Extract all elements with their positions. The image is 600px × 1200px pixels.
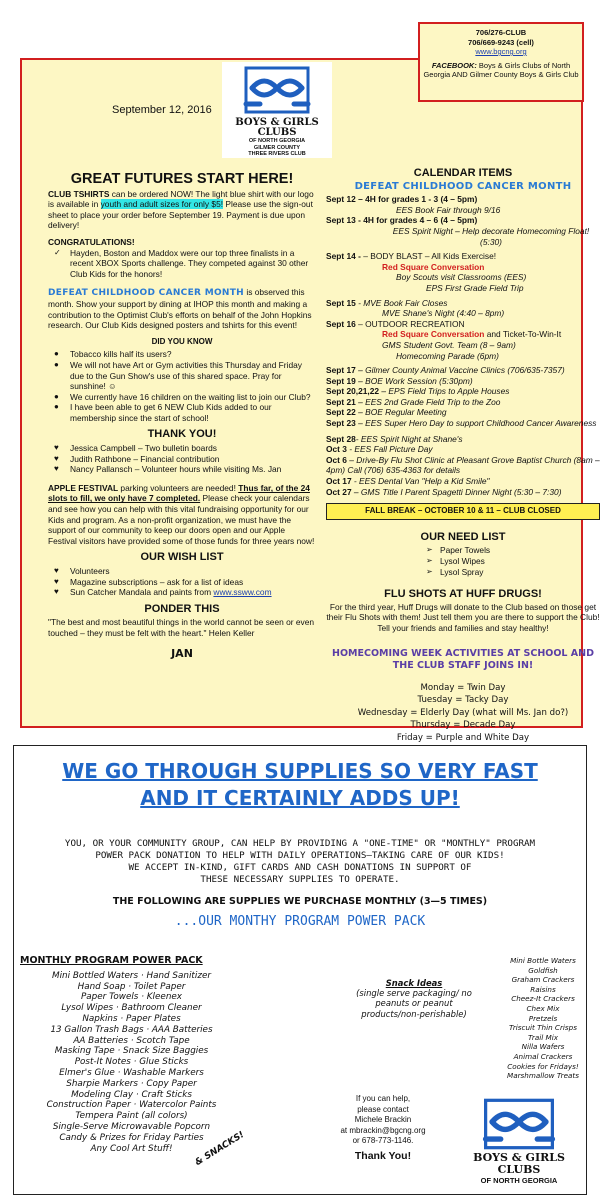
tshirts-paragraph xyxy=(48,189,316,231)
power-pack-list xyxy=(14,956,249,1154)
pack-row: Elmer's Glue · Washable Markers xyxy=(59,1067,204,1078)
need-list-title: OUR NEED LIST xyxy=(420,530,506,543)
heart-icon: ♥ xyxy=(54,464,59,474)
dccm-text: is observed this month. Show your support by dining at IHOP this month and making a contribution to the Optimist Club's efforts on behalf of the John Hopkins research. Our Club Kids designed posters and tshirts for this event! xyxy=(48,287,312,331)
wish-item-text: Magazine subscriptions – ask for a list of ideas xyxy=(70,576,244,587)
pack-row: Mini Bottled Waters · Hand Sanitizer xyxy=(52,970,211,981)
left-column xyxy=(48,171,316,660)
list-item xyxy=(48,566,316,577)
boys-girls-clubs-logo-icon xyxy=(242,64,312,116)
arrow-bullet-icon: ➢ xyxy=(426,556,433,565)
thank-you-title: THANK YOU! xyxy=(147,428,217,441)
list-item xyxy=(48,443,316,454)
supplies-flyer xyxy=(13,745,587,1195)
congrats-title: CONGRATULATIONS! xyxy=(48,236,135,247)
wish-title: OUR WISH LIST xyxy=(140,551,224,564)
calendar-item xyxy=(326,418,600,429)
cal-date: Oct 3 xyxy=(326,444,347,455)
wish-list xyxy=(48,566,316,598)
cal-date: Oct 6 xyxy=(326,454,347,465)
flyer-headline xyxy=(14,758,586,812)
snack-item: Marshmallow Treats xyxy=(507,1071,579,1081)
cal-text: – EES 2nd Grade Field Trip to the Zoo xyxy=(355,396,501,407)
heart-icon: ♥ xyxy=(54,587,59,597)
logo-sub3: THREE RIVERS CLUB xyxy=(248,151,306,157)
cal-text: - EES Dental Van "Help a Kid Smile" xyxy=(351,476,490,487)
heart-icon: ♥ xyxy=(54,576,59,586)
congrats-list xyxy=(48,248,316,280)
arrow-bullet-icon: ➢ xyxy=(426,545,433,555)
tshirts-lead: CLUB TSHIRTS xyxy=(48,188,110,199)
flyer-power-pack: ...OUR MONTHY PROGRAM POWER PACK xyxy=(174,914,426,929)
list-item xyxy=(48,349,316,360)
list-item xyxy=(426,567,600,578)
apple-underlined: Thus far, of the 24 slots to fill, we only have 7 completed. xyxy=(48,482,310,504)
list-item xyxy=(426,556,600,567)
cal-subitem: Homecoming Parade (6pm) xyxy=(396,350,499,361)
dyk-item-text: We currently have 16 children on the waiting list to join our Club? xyxy=(70,391,311,402)
list-item xyxy=(48,392,316,403)
cal-text: – BODY BLAST – All Kids Exercise! xyxy=(360,251,497,262)
pack-row: AA Batteries · Scotch Tape xyxy=(73,1035,190,1046)
cal-subitem: MVE Shane's Night (4:40 – 8pm) xyxy=(382,308,505,319)
cal-date: Sept 22 xyxy=(326,407,356,418)
thank-you-list xyxy=(48,443,316,475)
cal-subitem: EES Book Fair through 9/16 xyxy=(396,204,501,215)
intro-line: POWER PACK DONATION TO HELP WITH DAILY OPERATIONS—TAKING CARE OF OUR KIDS! xyxy=(95,850,505,861)
bullet-icon: ● xyxy=(54,402,59,412)
snack-item: Cookies for Fridays! xyxy=(507,1061,579,1071)
help-thanks: Thank You! xyxy=(354,1149,412,1162)
cal-red-item: Red Square Conversation xyxy=(382,261,485,272)
cal-text: – BOE Regular Meeting xyxy=(355,407,447,418)
apple-lead: APPLE FESTIVAL xyxy=(48,482,119,493)
cal-red-row xyxy=(326,329,600,340)
heart-icon: ♥ xyxy=(54,566,59,575)
calendar-item xyxy=(326,365,600,376)
snack-item: Goldfish xyxy=(528,965,558,975)
help-line: Michele Brackin xyxy=(354,1115,412,1125)
logo-org-name: BOYS & GIRLS CLUBS xyxy=(235,117,319,138)
phone-2: 706/669-9243 (cell) xyxy=(468,37,534,47)
cal-subitem: EPS First Grade Field Trip xyxy=(426,282,524,293)
flyer-headline-line2: AND IT CERTAINLY ADDS UP! xyxy=(140,786,460,810)
cal-text: – GMS Title I Parent Spagetti Dinner Night (5:30 – 7:30) xyxy=(351,486,562,497)
list-item xyxy=(48,587,316,598)
cal-date: Sept 12 xyxy=(326,194,356,205)
list-item xyxy=(48,402,316,423)
calendar-subtitle: DEFEAT CHILDHOOD CANCER MONTH xyxy=(354,180,572,192)
cal-date: Sept 14 - xyxy=(326,251,361,262)
list-item xyxy=(48,464,316,475)
snack-ideas xyxy=(354,978,474,1019)
tshirts-highlight: youth and adult sizes for only $5! xyxy=(100,199,224,210)
cal-subitem: Boy Scouts visit Classrooms (EES) xyxy=(396,272,527,283)
club-logo xyxy=(222,62,332,158)
cal-text: – 4H for grades 1 - 3 (4 – 5pm) xyxy=(355,194,478,205)
arrow-bullet-icon: ➢ xyxy=(426,566,433,576)
homecoming-day: Thursday = Decade Day xyxy=(410,720,516,731)
pack-row: Sharpie Markers · Copy Paper xyxy=(66,1078,197,1089)
pack-row: Construction Paper · Watercolor Paints xyxy=(46,1100,217,1111)
snack-item: Graham Crackers xyxy=(511,975,575,985)
logo-sub1: OF NORTH GEORGIA xyxy=(248,138,306,144)
right-column xyxy=(326,168,600,744)
boys-girls-clubs-logo-icon xyxy=(481,1096,557,1152)
ponder-quote: "The best and most beautiful things in the world cannot be seen or even touched – they must be felt with the heart." Helen Keller xyxy=(48,617,315,638)
calendar-item xyxy=(326,386,600,397)
calendar-item xyxy=(326,455,600,476)
heart-icon: ♥ xyxy=(54,453,59,463)
ssww-link[interactable]: www.ssww.com xyxy=(213,587,272,598)
thanks-item-text: Nancy Pallansch – Volunteer hours while visiting Ms. Jan xyxy=(70,464,282,475)
facebook-label: FACEBOOK: xyxy=(431,60,477,70)
list-item xyxy=(48,360,316,392)
cal-text: – EPS Field Trips to Apple Houses xyxy=(379,386,510,397)
calendar-item xyxy=(326,194,600,205)
check-icon: ✓ xyxy=(54,247,61,257)
fall-break-banner: FALL BREAK – OCTOBER 10 & 11 – CLUB CLOSED xyxy=(326,503,600,520)
cal-text: – BOE Work Session (5:30pm) xyxy=(355,375,473,386)
cal-date: Sept 28 xyxy=(326,433,356,444)
snack-item: Trail Mix xyxy=(528,1032,558,1042)
flyer-logo xyxy=(454,1096,584,1185)
list-item xyxy=(48,454,316,465)
need-item-text: Lysol Wipes xyxy=(440,556,485,566)
calendar-item xyxy=(326,407,600,418)
flu-text: For the third year, Huff Drugs will donate to the Club based on those get their Flu Shots with them! Just tell them you are there to support the Club! Tell your friends and families and stay healthy! xyxy=(326,601,600,633)
snack-item: Chex Mix xyxy=(526,1003,560,1013)
congrats-text: Hayden, Boston and Maddox were our top three finalists in a recent XBOX Sports challenge. They competed against 30 other Club Kids for the honors! xyxy=(70,247,309,279)
list-item xyxy=(48,577,316,588)
calendar-item xyxy=(326,251,600,262)
heart-icon: ♥ xyxy=(54,443,59,453)
dyk-item-text: Tobacco kills half its users? xyxy=(70,349,172,360)
congrats-item xyxy=(48,248,316,280)
cal-date: Sept 23 xyxy=(326,418,356,429)
dccm-title: DEFEAT CHILDHOOD CANCER MONTH xyxy=(48,288,245,299)
cal-date: Oct 17 xyxy=(326,476,352,487)
calendar-item xyxy=(326,476,600,487)
homecoming-day: Monday = Twin Day xyxy=(420,682,506,693)
snack-item: Cheez-It Crackers xyxy=(511,994,575,1004)
cal-text: - EES Fall Picture Day xyxy=(346,444,433,455)
pack-row: Modeling Clay · Craft Sticks xyxy=(71,1089,192,1100)
calendar-item xyxy=(326,397,600,408)
homecoming-day: Tuesday = Tacky Day xyxy=(417,695,509,706)
pack-row: Masking Tape · Snack Size Baggies xyxy=(54,1046,209,1057)
snack-item: Raisins xyxy=(530,984,556,994)
wish-item-text: Sun Catcher Mandala and paints from xyxy=(70,587,214,598)
apple-text1: parking volunteers are needed! xyxy=(118,482,239,493)
cal-text: – Gilmer County Animal Vaccine Clinics (706/635-7357) xyxy=(355,365,565,376)
dyk-item-text: We will not have Art or Gym activities this Thursday and Friday due to the Gun Show's use of this shared space. Pray for sunshine! ☺ xyxy=(70,359,302,392)
cal-date: Sept 16 xyxy=(326,318,356,329)
homecoming-day: Wednesday = Elderly Day (what will Ms. Jan do?) xyxy=(357,707,569,718)
newsletter-panel xyxy=(20,58,600,743)
headline: GREAT FUTURES START HERE! xyxy=(70,171,294,187)
cal-date: Sept 13 - xyxy=(326,215,361,226)
tshirts-text1: can be ordered NOW! The light blue shirt with our logo is available in xyxy=(48,188,314,210)
calendar-item xyxy=(326,298,600,309)
snack-ideas-text: (single serve packaging/ no peanuts or peanut products/non-perishable) xyxy=(356,988,472,1019)
intro-line: WE ACCEPT IN-KIND, GIFT CARDS AND CASH DONATIONS IN SUPPORT OF xyxy=(128,862,472,873)
homecoming-day: Friday = Purple and White Day xyxy=(396,732,530,743)
logo-sub2: GILMER COUNTY xyxy=(253,144,301,151)
help-contact xyxy=(319,1094,447,1162)
pack-row: Post-It Notes · Glue Sticks xyxy=(74,1057,189,1068)
flu-title: FLU SHOTS AT HUFF DRUGS! xyxy=(384,588,542,601)
calendar-item xyxy=(326,376,600,387)
cal-text: - MVE Book Fair Closes xyxy=(355,297,448,308)
flyer-following: THE FOLLOWING ARE SUPPLIES WE PURCHASE MONTHLY (3—5 TIMES) xyxy=(112,896,488,907)
help-email[interactable]: at mbrackin@bgcng.org xyxy=(340,1125,426,1135)
snack-item: Animal Crackers xyxy=(513,1051,573,1061)
calendar-item xyxy=(326,487,600,498)
intro-line: THESE NECESSARY SUPPLIES TO OPERATE. xyxy=(200,874,400,885)
intro-line: YOU, OR YOUR COMMUNITY GROUP, CAN HELP BY PROVIDING A "ONE-TIME" OR "MONTHLY" PROGRAM xyxy=(64,838,536,849)
contact-box xyxy=(418,22,584,102)
cal-text: – OUTDOOR RECREATION xyxy=(355,318,465,329)
cal-date: Sept 17 xyxy=(326,365,356,376)
thanks-item-text: Jessica Campbell – Two bulletin boards xyxy=(70,443,217,454)
snack-ideas-title: Snack Ideas xyxy=(385,978,443,988)
snacks-tag: & SNACKS! xyxy=(193,1129,247,1169)
signature: JAN xyxy=(171,646,193,660)
calendar-item xyxy=(326,434,600,445)
cal-date: Oct 27 xyxy=(326,486,352,497)
cal-date: Sept 21 xyxy=(326,396,356,407)
thanks-item-text: Judith Rathbone – Financial contribution xyxy=(70,453,220,464)
pack-row: Napkins · Paper Plates xyxy=(82,1013,181,1024)
cal-red-item: Red Square Conversation xyxy=(382,329,485,340)
cal-date: Sept 19 xyxy=(326,375,356,386)
cal-date: Sept 20,21,22 xyxy=(326,386,380,397)
calendar-item xyxy=(326,444,600,455)
calendar-item xyxy=(326,319,600,330)
pack-row: Paper Towels · Kleenex xyxy=(80,992,183,1003)
flyer-logo-sub: OF NORTH GEORGIA xyxy=(480,1176,558,1185)
tshirts-text2: Please use the sign-out sheet to place your order before September 19. Payment is due upon delivery! xyxy=(48,199,313,231)
need-list xyxy=(326,545,600,577)
cal-text: 4H for grades 4 – 6 (4 – 5pm) xyxy=(360,215,478,226)
cal-text: and Ticket-To-Win-It xyxy=(484,329,562,340)
need-item-text: Lysol Spray xyxy=(440,566,484,577)
bullet-icon: ● xyxy=(54,349,59,359)
pack-row: Tempera Paint (all colors) xyxy=(75,1111,188,1122)
bullet-icon: ● xyxy=(54,391,59,401)
help-phone: or 678-773-1146. xyxy=(352,1136,414,1146)
snack-item: Mini Bottle Waters xyxy=(510,956,576,965)
homecoming-days xyxy=(326,682,600,745)
dccm-paragraph xyxy=(48,287,316,330)
flyer-intro xyxy=(14,838,586,886)
website-link[interactable]: www.bgcng.org xyxy=(475,47,527,56)
cal-subitem: GMS Student Govt. Team (8 – 9am) xyxy=(382,339,516,350)
phone-1: 706/276-CLUB xyxy=(475,28,527,37)
did-you-know-list xyxy=(48,349,316,423)
cal-text: – EES Super Hero Day to support Childhood Cancer Awareness xyxy=(355,418,597,429)
pack-row: Any Cool Art Stuff! xyxy=(90,1143,173,1154)
need-item-text: Paper Towels xyxy=(440,545,491,556)
apple-paragraph xyxy=(48,483,316,547)
did-you-know-title: DID YOU KNOW xyxy=(151,336,213,346)
calendar-item xyxy=(326,215,600,226)
pack-row: Candy & Prizes for Friday Parties xyxy=(59,1132,204,1143)
homecoming-title: HOMECOMING WEEK ACTIVITIES AT SCHOOL AND THE CLUB STAFF JOINS IN! xyxy=(332,647,594,671)
flyer-headline-line1: WE GO THROUGH SUPPLIES SO VERY FAST xyxy=(62,759,538,783)
flyer-logo-org: BOYS & GIRLS CLUBS xyxy=(473,1151,565,1176)
cal-subitem: EES Spirit Night – Help decorate Homecoming Float! (5:30) xyxy=(392,225,590,247)
snack-list xyxy=(498,956,588,1081)
snack-item: Triscuit Thin Crisps xyxy=(509,1023,577,1033)
cal-text: – Drive-By Flu Shot Clinic at Pleasant Grove Baptist Church (8am – 4pm) Call (706) 635-4363 for details xyxy=(326,454,600,476)
power-pack-title: MONTHLY PROGRAM POWER PACK xyxy=(20,955,203,966)
newsletter-date: September 12, 2016 xyxy=(112,104,212,116)
ponder-title: PONDER THIS xyxy=(144,602,220,615)
calendar-title: CALENDAR ITEMS xyxy=(413,167,513,179)
pack-row: Hand Soap · Toilet Paper xyxy=(77,981,186,992)
cal-text: - EES Spirit Night at Shane's xyxy=(355,433,463,444)
pack-row: 13 Gallon Trash Bags · AAA Batteries xyxy=(50,1024,213,1035)
facebook-text: Boys & Girls Clubs of North Georgia AND Gilmer County Boys & Girls Club xyxy=(423,60,579,79)
apple-text2: Please check your calendars and see how you can help with this vital fundraising opportunity for our Kids and program. As a non-profit organization, we must have the support of our community to keep our doors open and our Apple Festival visitors have provided some of those funds for three years now! xyxy=(48,493,315,546)
snack-item: Nilla Wafers xyxy=(521,1042,565,1052)
list-item xyxy=(426,545,600,556)
facebook-info xyxy=(420,61,582,80)
snack-item: Pretzels xyxy=(528,1013,558,1023)
help-line: If you can help, xyxy=(355,1094,411,1103)
wish-item-text: Volunteers xyxy=(70,566,110,576)
pack-row: Lysol Wipes · Bathroom Cleaner xyxy=(61,1003,202,1014)
dyk-item-text: I have been able to get 6 NEW Club Kids added to our membership since the start of school! xyxy=(70,402,272,423)
pack-row: Single-Serve Microwavable Popcorn xyxy=(52,1121,211,1132)
cal-date: Sept 15 xyxy=(326,297,356,308)
bullet-icon: ● xyxy=(54,359,59,369)
help-line: please contact xyxy=(357,1104,409,1114)
